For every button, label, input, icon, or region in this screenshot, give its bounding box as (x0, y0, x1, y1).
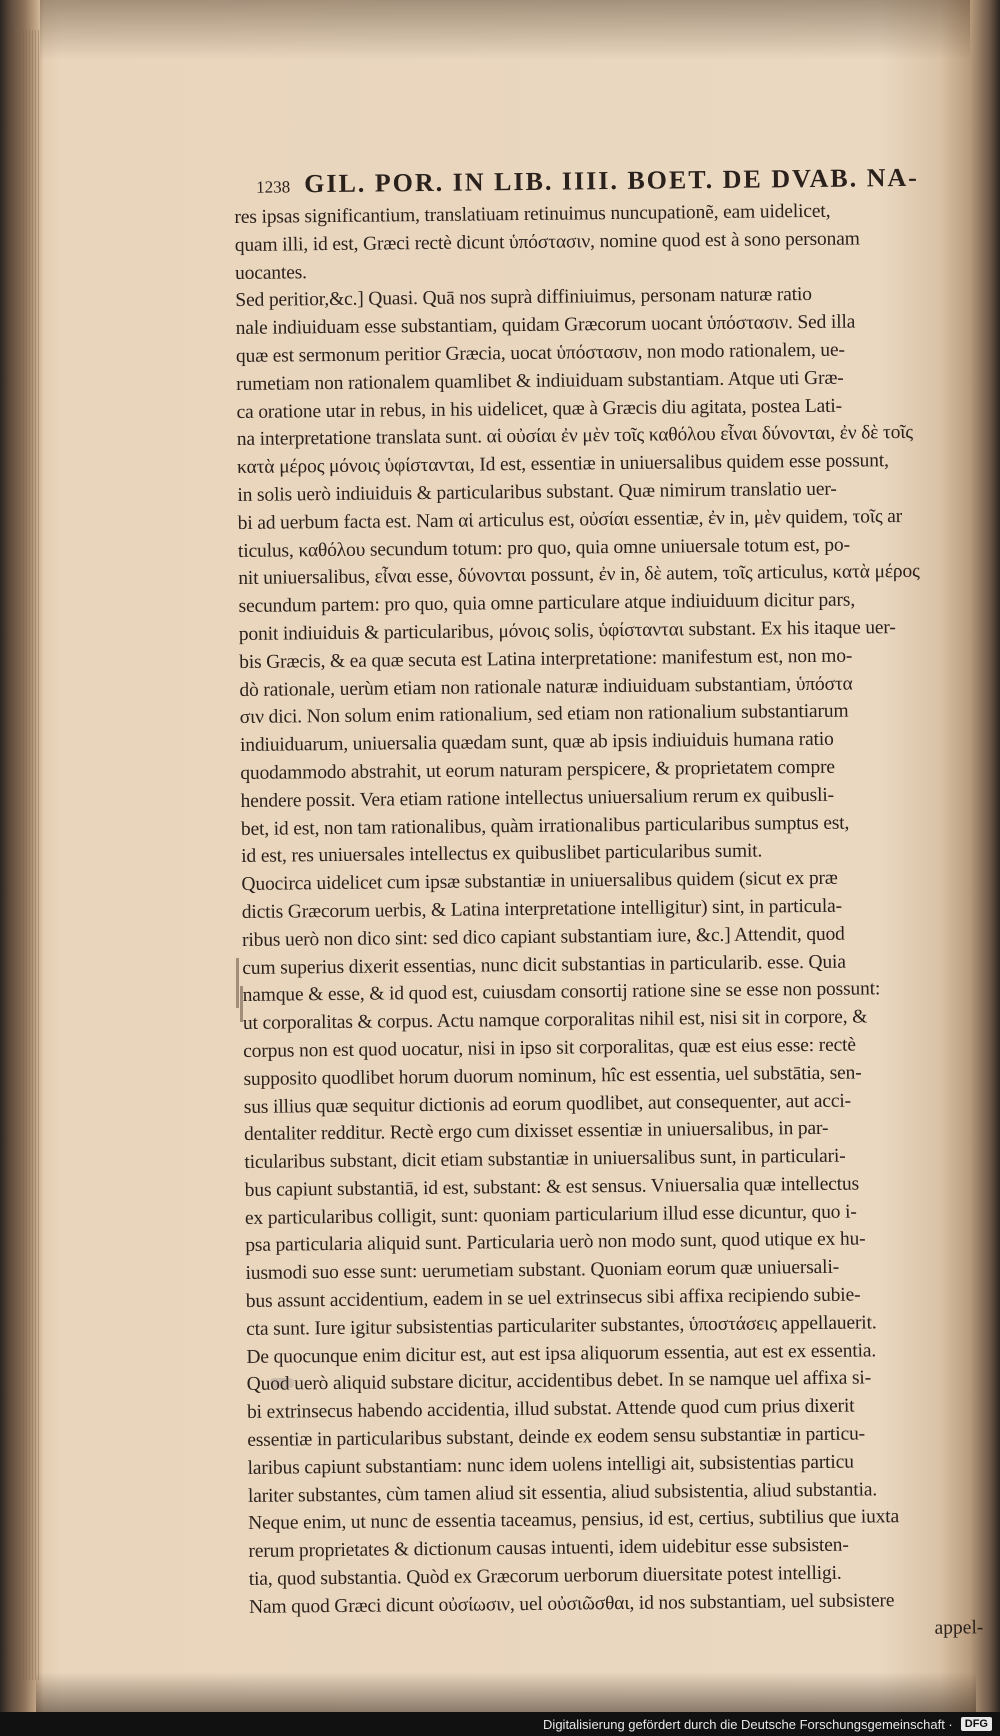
text-line: bus assunt accidentium, eadem in se uel extrinsecus sibi affixa recipiendo subie- (245, 1284, 861, 1313)
text-line: sus illius quæ sequitur dictionis ad eorum quodlibet, aut consequenter, aut acci- (243, 1090, 852, 1118)
text-line: laribus capiunt substantiam: nunc idem uolens intelligi ait, subsistentias particu (247, 1451, 854, 1479)
text-line: quodammodo abstrahit, ut eorum naturam perspicere, & proprietatem compre (240, 756, 835, 784)
text-line: essentiæ in particularibus substant, deinde ex eodem sensu substantiæ in particu- (247, 1423, 866, 1451)
text-line: ponit indiuiduis & particularibus, μόνοις solis, ὑφίστανται substant. Ex his itaque uer- (238, 617, 896, 645)
text-line: bis Græcis, & ea quæ secuta est Latina interpretatione: manifestum est, non mo- (239, 645, 853, 673)
digitization-footer (0, 1712, 1000, 1736)
text-line: namque & esse, & id quod est, cuiusdam consortij ratione sine se esse non possunt: (242, 978, 881, 1007)
text-line: κατὰ μέρος μόνοις ὑφίστανται, Id est, essentiæ in uniuersalibus quidem esse possunt, (237, 450, 889, 479)
margin-mark (236, 958, 239, 1008)
text-line: in solis uerò indiuiduis & particularibus substant. Quæ nimirum translatio uer- (237, 478, 837, 506)
text-line: ca oratione utar in rebus, in his uidelicet, quæ à Græcis diu agitata, postea Lati- (236, 395, 843, 423)
text-line: iusmodi suo esse sunt: uerumetiam substant. Quoniam eorum quæ uniuersali- (245, 1257, 840, 1285)
text-line: na interpretatione translata sunt. αἱ οὐσίαι ἐν μὲν τοῖς καθόλου εἶναι δύνονται, ἐν δὲ τοῖς (236, 422, 914, 451)
page-edges (14, 30, 40, 1680)
text-line: quam illi, id est, Græci rectè dicunt ὑπόστασιν, nomine quod est à sono personam (234, 228, 860, 256)
text-line: secundum partem: pro quo, quia omne particulare atque indiuiduum dicitur pars, (238, 589, 856, 618)
text-line: Nam quod Græci dicunt οὐσίωσιν, uel οὐσιῶσθαι, id nos substantiam, uel subsistere (248, 1590, 895, 1618)
text-line: dò rationale, uerùm etiam non rationale naturæ indiuiduam substantiam, ὑπόστα (239, 673, 853, 701)
dfg-logo: DFG (961, 1717, 992, 1731)
text-line: σιν dici. Non solum enim rationalium, sed etiam non rationalium substantiarum (239, 700, 849, 729)
text-line: indiuiduarum, uniuersalia quædam sunt, quæ ab ipsis indiuiduis humana ratio (239, 728, 834, 757)
text-line: uocantes. (234, 261, 307, 284)
text-line: quæ est sermonum peritior Græcia, uocat ὑπόστασιν, non modo rationalem, ue- (235, 339, 845, 367)
text-line: bi ad uerbum facta est. Nam αἱ articulus est, οὐσίαι essentiæ, ἐν in, μὲν quidem, τοῖς ar (237, 505, 903, 534)
text-line: Neque enim, ut nunc de essentia taceamus, pensius, id est, certius, subtilius que iuxta (248, 1506, 900, 1535)
text-line: id est, res uniuersales intellectus ex quibuslibet particularibus sumit. (241, 840, 763, 868)
text-line: ribus uerò non dico sint: sed dico capiant substantiam iure, &c.] Attendit, quod (241, 923, 845, 951)
text-line: rumetiam non rationalem quamlibet & indiuiduam substantiam. Atque uti Græ- (236, 367, 844, 395)
text-line: psa particularia aliquid sunt. Particularia uerò non modo sunt, quod utique ex hu- (245, 1228, 866, 1257)
text-line: hendere possit. Vera etiam ratione intellectus uniuersalium rerum ex quibusli- (240, 784, 835, 812)
text-line: cum superius dixerit essentias, nunc dicit substantias in particularib. esse. Quia (242, 951, 846, 979)
page-header (256, 162, 974, 200)
text-line: bet, id est, non tam rationalibus, quàm irrationalibus particularibus sumptus est, (240, 812, 850, 840)
text-line: supposito quodlibet horum duorum nominum, hîc est essentia, uel substātia, sen- (243, 1062, 862, 1090)
text-line: De quocunque enim dicitur est, aut est ipsa aliquorum essentia, aut est ex essentia. (246, 1340, 877, 1368)
page-bottom-shadow (36, 1672, 976, 1712)
printed-page (234, 162, 989, 1649)
text-line: tia, quod substantia. Quòd ex Græcorum uerborum diuersitate potest intelligi. (248, 1562, 842, 1590)
text-line: Sed peritior,&c.] Quasi. Quā nos suprà diffiniuimus, personam naturæ ratio (235, 284, 812, 312)
text-line: nale indiuiduam esse substantiam, quidam Græcorum uocant ὑπόστασιν. Sed illa (235, 311, 856, 340)
text-line: nit uniuersalibus, εἶναι esse, δύνονται possunt, ἐν in, δὲ autem, τοῖς articulus, κατὰ μέρος (238, 561, 920, 590)
text-line: Quod uerò aliquid substare dicitur, accidentibus debet. In se namque uel affixa si- (246, 1367, 872, 1396)
text-line: res ipsas significantium, translatiuam retinuimus nuncupationẽ, eam uidelicet, (234, 200, 831, 228)
text-line: cta sunt. Iure igitur subsistentias particulariter substantes, ὑποστάσεις appellauerit. (246, 1312, 877, 1340)
running-head: GIL. POR. IN LIB. IIII. BOET. DE DVAB. NA- (303, 162, 919, 199)
text-line: ticularibus substant, dicit etiam substantiæ in uniuersalibus sunt, in particulari- (244, 1145, 846, 1174)
text-line: ticulus, καθόλου secundum totum: pro quo, quia omne uniuersale totum est, po- (237, 534, 851, 562)
text-line: ut corporalitas & corpus. Actu namque corporalitas nihil est, nisi sit in corpore, & (242, 1006, 868, 1035)
text-line: ex particularibus colligit, sunt: quoniam particularium illud esse dicuntur, quo i- (244, 1201, 857, 1229)
text-line: corpus non est quod uocatur, nisi in ipso sit corporalitas, quæ est eius esse: rectè (243, 1034, 856, 1062)
text-line: lariter substantes, cùm tamen aliud sit essentia, aliud subsistentia, aliud substantia. (247, 1478, 878, 1507)
footer-credit: Digitalisierung gefördert durch die Deutsche Forschungsgemeinschaft · (543, 1716, 953, 1732)
text-line: bi extrinsecus habendo accidentia, illud substat. Attende quod cum prius dixerit (246, 1395, 855, 1424)
text-line: Quocirca uidelicet cum ipsæ substantiæ in uniuersalibus quidem (sicut ex præ (241, 867, 838, 896)
text-line: rerum proprietates & dictionum causas intuenti, idem uidebitur esse subsisten- (248, 1534, 849, 1563)
page-shadow (40, 0, 970, 60)
catchword: appel- (934, 1616, 984, 1639)
text-line: dentaliter redditur. Rectè ergo cum dixisset essentiæ in uniuersalibus, in par- (243, 1118, 829, 1146)
text-line: bus capiunt substantiā, id est, substant: & est sensus. Vniuersalia quæ intellectus (244, 1173, 860, 1201)
text-line: dictis Græcorum uerbis, & Latina interpretatione intelligitur) sint, in particula- (241, 895, 843, 923)
page-number: 1238 (256, 177, 291, 197)
body-text (234, 196, 989, 1621)
